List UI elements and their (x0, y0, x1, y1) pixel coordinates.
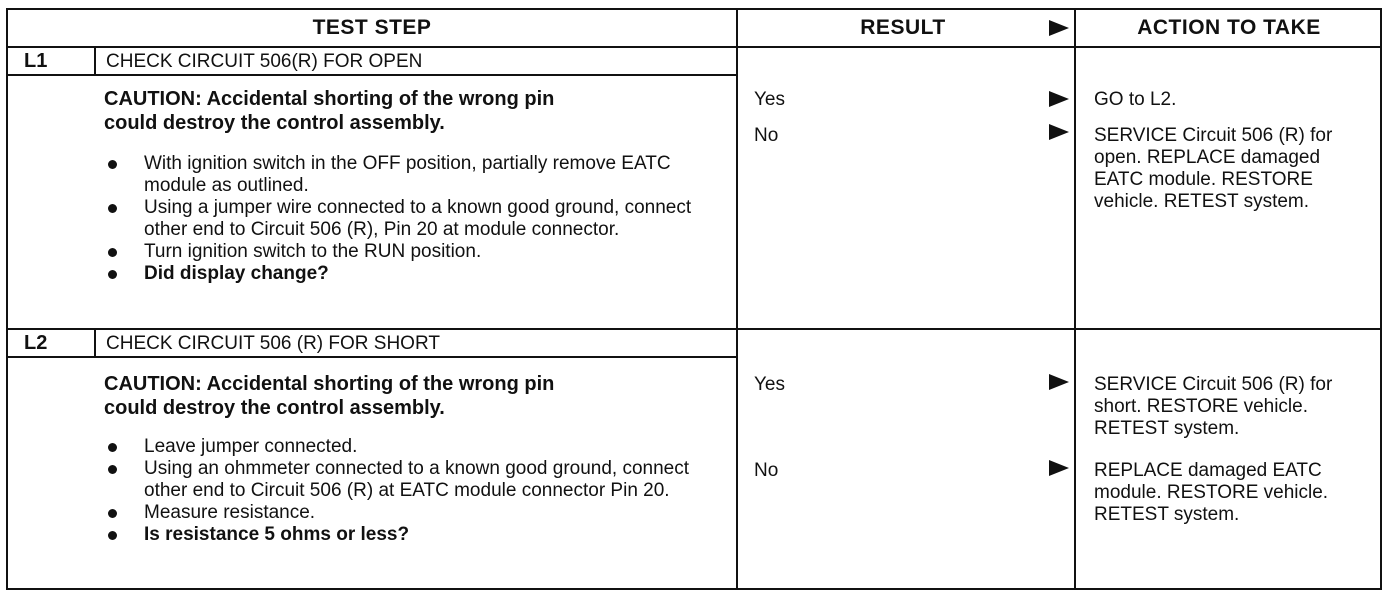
table-header (8, 10, 1380, 48)
caution-line: CAUTION: Accidental shorting of the wrong pin (104, 88, 555, 110)
result-yes: Yes (754, 374, 785, 395)
caution-line: could destroy the control assembly. (104, 397, 445, 419)
step-title: CHECK CIRCUIT 506 (R) FOR SHORT (106, 333, 440, 354)
action-text: REPLACE damaged EATC module. RESTORE vehicle. RETEST system. (1094, 460, 1329, 525)
diagnostic-table (6, 8, 1382, 590)
step-id-divider (94, 330, 96, 356)
action-text: GO to L2. (1094, 89, 1177, 110)
header-test-step: TEST STEP (312, 16, 432, 39)
step-instructions (104, 436, 704, 546)
step-title: CHECK CIRCUIT 506(R) FOR OPEN (106, 51, 423, 72)
instruction-item: Leave jumper connected. (104, 436, 704, 458)
action-text: SERVICE Circuit 506 (R) for short. RESTORE vehicle. RETEST system. (1094, 374, 1333, 439)
result-arrow-icon (1049, 460, 1069, 476)
result-yes: Yes (754, 89, 785, 110)
column-divider-result (736, 10, 738, 588)
result-no: No (754, 460, 779, 481)
header-result: RESULT (860, 16, 946, 39)
instruction-question: Is resistance 5 ohms or less? (104, 524, 704, 546)
header-arrow-icon (1049, 20, 1069, 36)
result-arrow-icon (1049, 91, 1069, 107)
instruction-item: With ignition switch in the OFF position, partially remove EATC module as outlined. (104, 153, 704, 197)
result-arrow-icon (1049, 374, 1069, 390)
step-instructions (104, 153, 704, 285)
step-id: L2 (24, 332, 48, 354)
step-id: L1 (24, 50, 48, 72)
instruction-item: Using a jumper wire connected to a known good ground, connect other end to Circuit 506 (R), Pin 20 at module connector. (104, 197, 704, 241)
instruction-item: Using an ohmmeter connected to a known good ground, connect other end to Circuit 506 (R) at EATC module connector Pin 20. (104, 458, 704, 502)
step-title-divider (8, 74, 736, 76)
step-separator (8, 328, 1382, 330)
instruction-question: Did display change? (104, 263, 704, 285)
step-id-divider (94, 48, 96, 74)
result-arrow-icon (1049, 124, 1069, 140)
caution-line: CAUTION: Accidental shorting of the wrong pin (104, 373, 555, 395)
instruction-item: Measure resistance. (104, 502, 704, 524)
header-action: ACTION TO TAKE (1137, 16, 1321, 39)
instruction-item: Turn ignition switch to the RUN position. (104, 241, 704, 263)
action-text: SERVICE Circuit 506 (R) for open. REPLACE damaged EATC module. RESTORE vehicle. RETEST system. (1094, 125, 1333, 212)
step-title-divider (8, 356, 736, 358)
column-divider-action (1074, 10, 1076, 588)
caution-line: could destroy the control assembly. (104, 112, 445, 134)
result-no: No (754, 125, 779, 146)
